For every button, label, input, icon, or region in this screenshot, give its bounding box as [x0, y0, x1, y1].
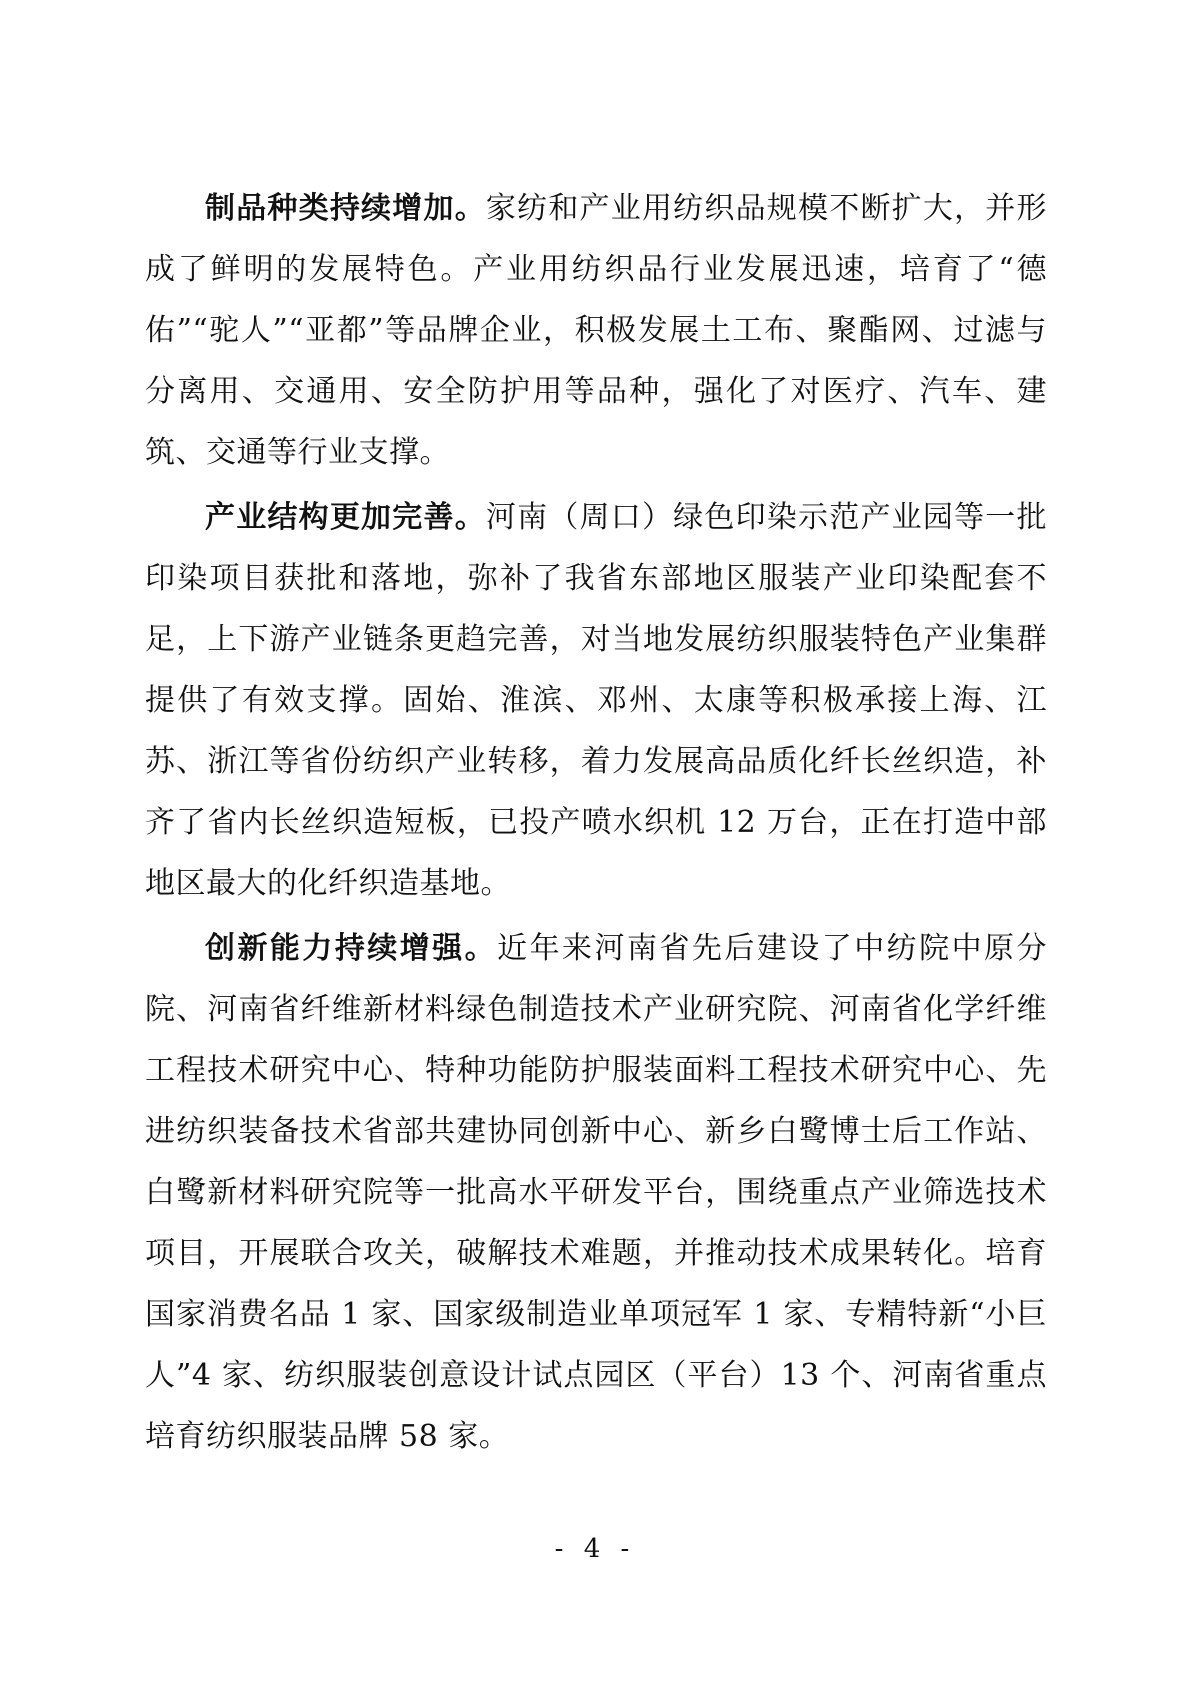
paragraph-product-variety — [145, 178, 1047, 483]
paragraph-text: 家纺和产业用纺织品规模不断扩大，并形成了鲜明的发展特色。产业用纺织品行业发展迅速，培育了“德佑”“驼人”“亚都”等品牌企业，积极发展土工布、聚酯网、过滤与分离用、交通用、安全防护用等品种，强化了对医疗、汽车、建筑、交通等行业支撑。 — [145, 191, 1048, 470]
document-body — [145, 178, 1047, 1467]
paragraph-heading: 创新能力持续增强。 — [205, 931, 498, 966]
paragraph-heading: 制品种类持续增加。 — [205, 191, 486, 226]
page-number: - 4 - — [554, 1534, 636, 1564]
paragraph-innovation — [145, 918, 1047, 1467]
paragraph-text: 河南（周口）绿色印染示范产业园等一批印染项目获批和落地，弥补了我省东部地区服装产业印染配套不足，上下游产业链条更趋完善，对当地发展纺织服装特色产业集群提供了有效支撑。固始、淮滨、邓州、太康等积极承接上海、江苏、浙江等省份纺织产业转移，着力发展高品质化纤长丝织造，补齐了省内长丝织造短板，已投产喷水织机 12 万台，正在打造中部地区最大的化纤织造基地。 — [145, 500, 1048, 901]
paragraph-heading: 产业结构更加完善。 — [205, 500, 486, 535]
paragraph-industry-structure — [145, 487, 1047, 914]
paragraph-text: 近年来河南省先后建设了中纺院中原分院、河南省纤维新材料绿色制造技术产业研究院、河南省化学纤维工程技术研究中心、特种功能防护服装面料工程技术研究中心、先进纺织装备技术省部共建协同创新中心、新乡白鹭博士后工作站、白鹭新材料研究院等一批高水平研发平台，围绕重点产业筛选技术项目，开展联合攻关，破解技术难题，并推动技术成果转化。培育国家消费名品 1 家、国家级制造业单项冠军 1 家、专精特新“小巨人”4 家、纺织服装创意设计试点园区（平台）13 个、河南省重点培育纺织服装品牌 58 家。 — [145, 931, 1048, 1454]
